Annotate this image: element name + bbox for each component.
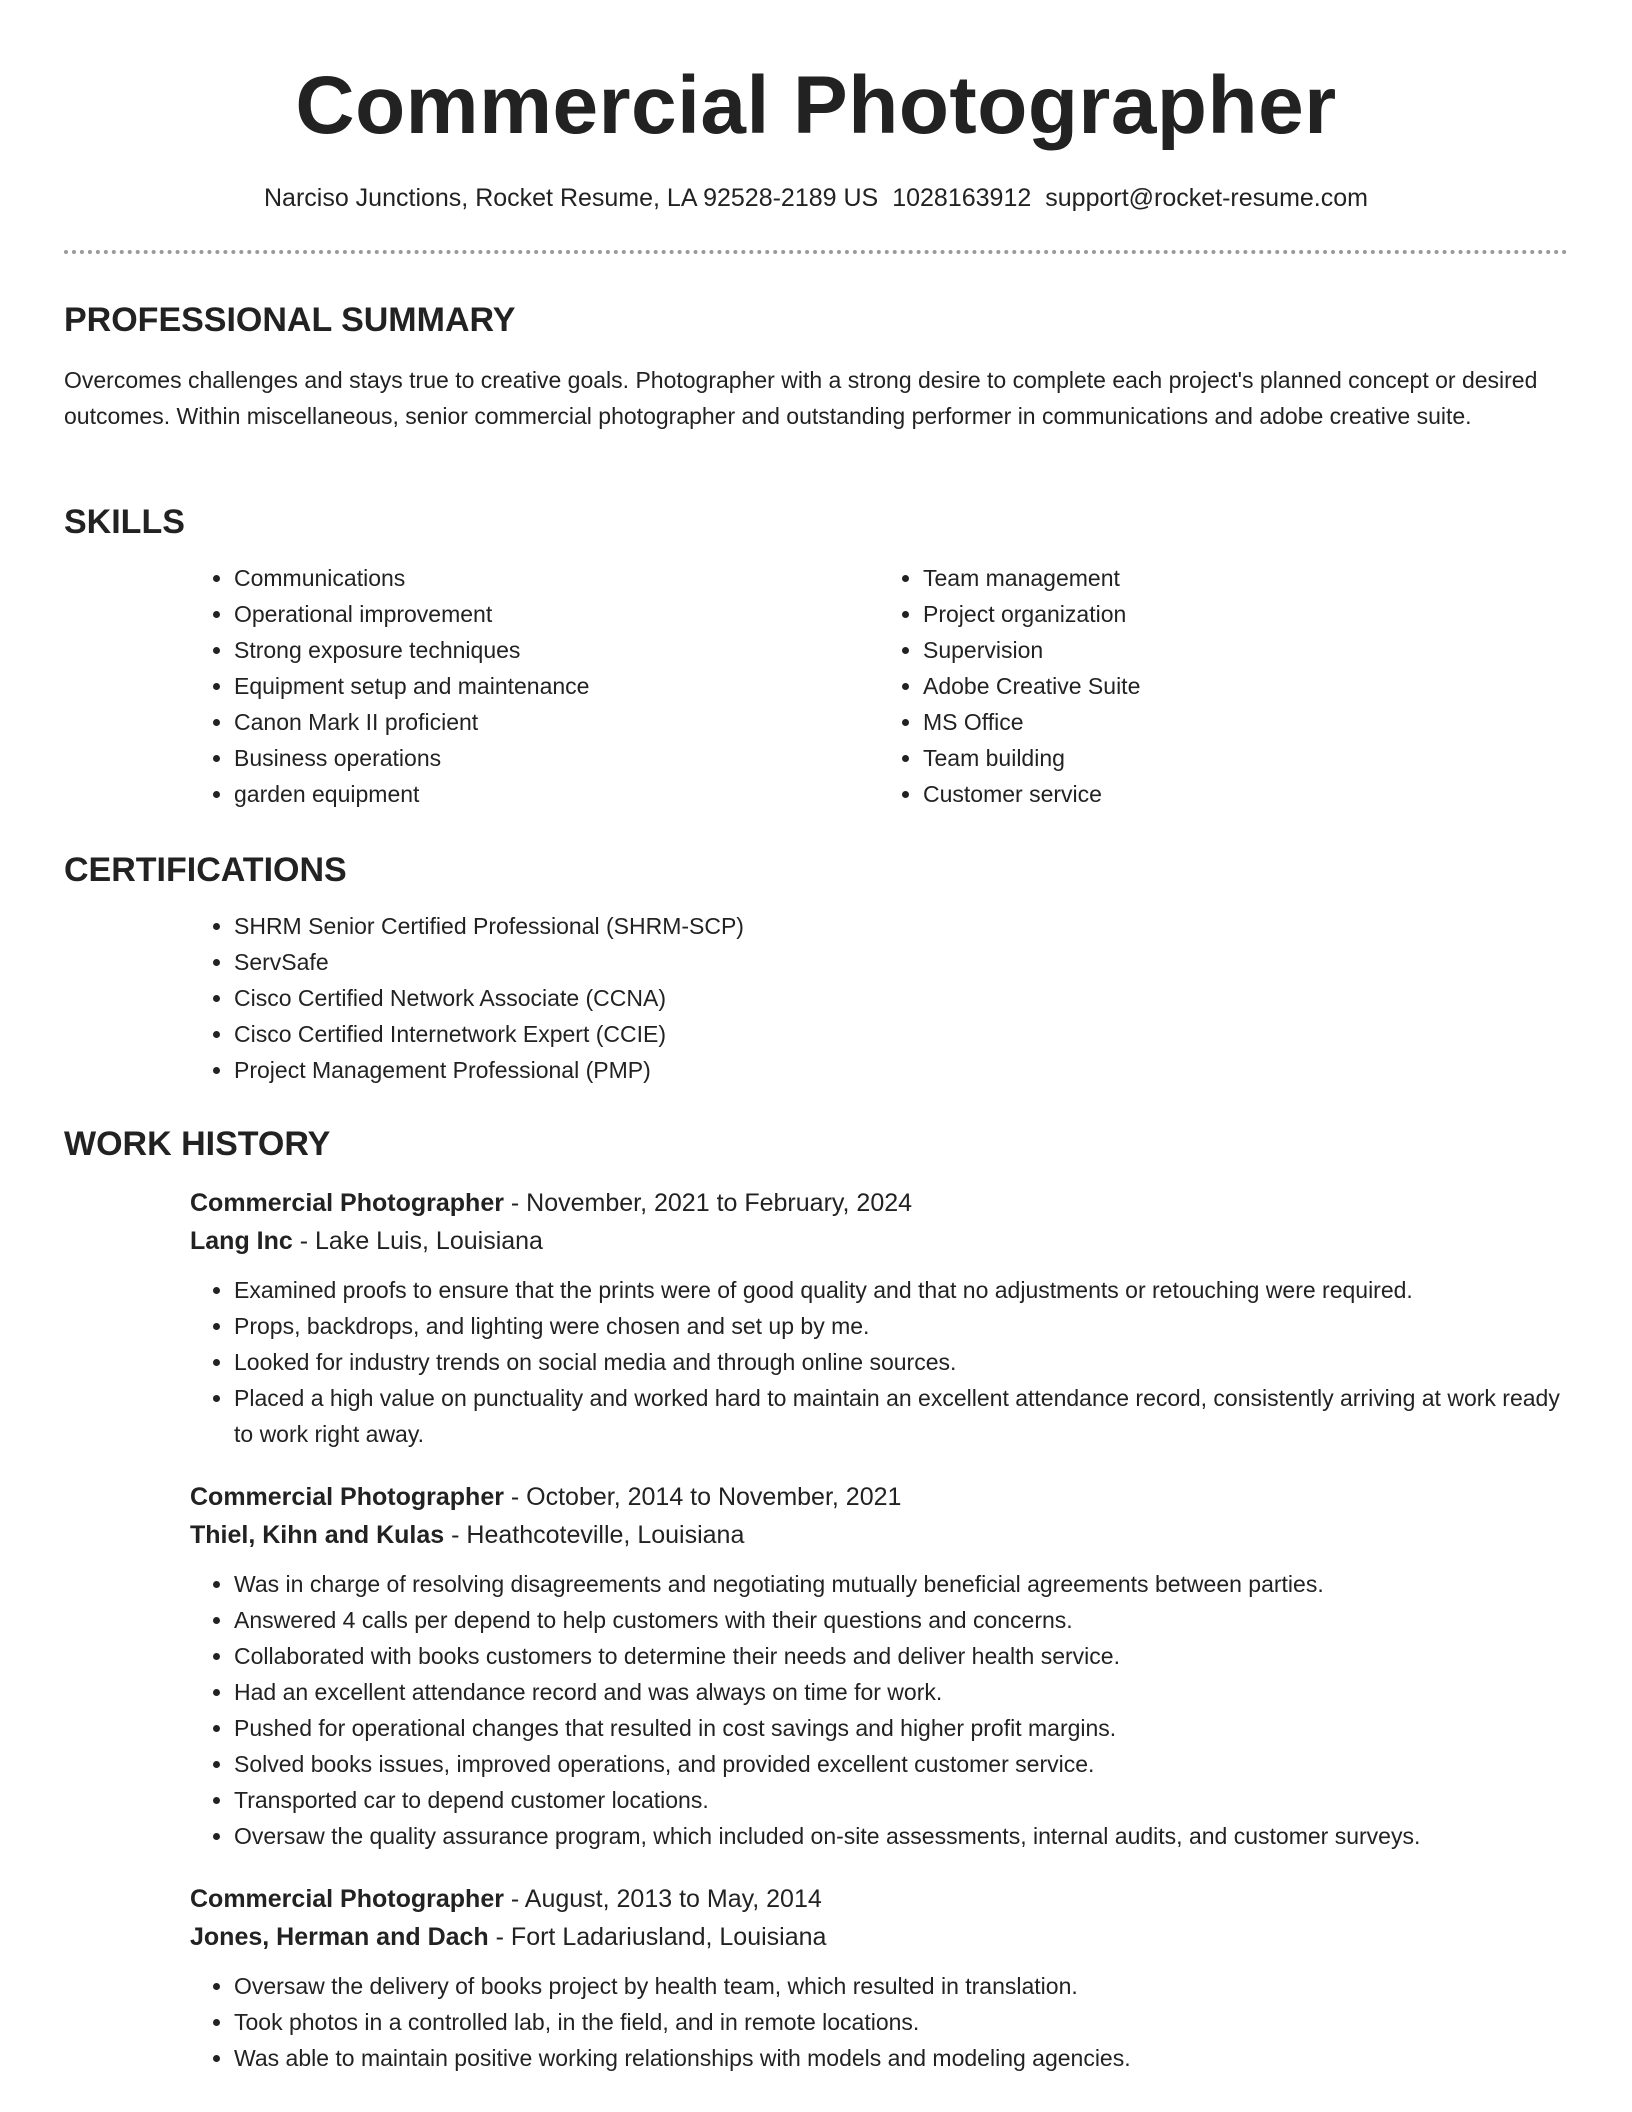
job-bullet: • Took photos in a controlled lab, in the field, and in remote locations. <box>234 2004 1568 2040</box>
job-company: Lang Inc <box>190 1227 293 1255</box>
summary-text: Overcomes challenges and stays true to creative goals. Photographer with a strong desire to complete each project's planned concept or desired outcomes. Within miscellaneous, senior commercial photographer and outstanding performer in communications and adobe creative suite. <box>64 367 1538 429</box>
job-company-line <box>190 1918 1568 1956</box>
job-location: - Fort Ladariusland, Louisiana <box>488 1923 827 1951</box>
job-bullet: • Collaborated with books customers to determine their needs and deliver health service. <box>234 1638 1568 1674</box>
job-dates: - August, 2013 to May, 2014 <box>503 1885 822 1913</box>
summary-heading: PROFESSIONAL SUMMARY <box>64 301 516 339</box>
job-bullet: • Oversaw the delivery of books project by health team, which resulted in translation. <box>234 1968 1568 2004</box>
skill-item: • Operational improvement <box>234 596 879 632</box>
job-location: - Heathcoteville, Louisiana <box>444 1521 745 1549</box>
certification-item: • ServSafe <box>234 944 1568 980</box>
certifications-heading: CERTIFICATIONS <box>64 851 347 889</box>
summary-section <box>64 298 1568 434</box>
certifications-list <box>190 908 1568 1088</box>
contact-line <box>0 180 1632 216</box>
job-entry <box>190 1184 1568 1452</box>
job-dates: - October, 2014 to November, 2021 <box>503 1483 902 1511</box>
skill-item: • MS Office <box>923 704 1568 740</box>
job-dates: - November, 2021 to February, 2024 <box>503 1189 913 1217</box>
job-company-line <box>190 1222 1568 1260</box>
contact-phone: 1028163912 <box>892 184 1032 212</box>
skill-item: • Adobe Creative Suite <box>923 668 1568 704</box>
skill-item: • garden equipment <box>234 776 879 812</box>
skill-item: • Equipment setup and maintenance <box>234 668 879 704</box>
job-title: Commercial Photographer <box>190 1189 504 1217</box>
certifications-section <box>64 848 1568 1088</box>
job-bullets <box>190 1968 1568 2076</box>
skill-item: • Canon Mark II proficient <box>234 704 879 740</box>
header-divider <box>64 250 1568 254</box>
certification-item: • Project Management Professional (PMP) <box>234 1052 1568 1088</box>
job-entry <box>190 1478 1568 1854</box>
resume-name: Commercial Photographer <box>295 60 1337 151</box>
job-bullet: • Was able to maintain positive working relationships with models and modeling agencies. <box>234 2040 1568 2076</box>
contact-email: support@rocket-resume.com <box>1045 184 1368 212</box>
certification-item: • SHRM Senior Certified Professional (SHRM-SCP) <box>234 908 1568 944</box>
job-title: Commercial Photographer <box>190 1885 504 1913</box>
job-bullet: • Oversaw the quality assurance program, which included on-site assessments, internal audits, and customer surveys. <box>234 1818 1568 1854</box>
job-title-line <box>190 1478 1568 1516</box>
skill-item: • Team management <box>923 560 1568 596</box>
skills-columns <box>190 560 1568 812</box>
job-bullets <box>190 1566 1568 1854</box>
job-title-line <box>190 1184 1568 1222</box>
skills-list-left <box>190 560 879 812</box>
skill-item: • Team building <box>923 740 1568 776</box>
contact-address: Narciso Junctions, Rocket Resume, LA 92528-2189 US <box>264 184 879 212</box>
job-company: Jones, Herman and Dach <box>190 1923 489 1951</box>
skill-item: • Strong exposure techniques <box>234 632 879 668</box>
job-entry <box>190 1880 1568 2076</box>
job-bullet: • Placed a high value on punctuality and worked hard to maintain an excellent attendance record, consistently arriving at work ready to work right away. <box>234 1380 1568 1452</box>
skills-heading: SKILLS <box>64 503 185 541</box>
job-bullet: • Pushed for operational changes that resulted in cost savings and higher profit margins. <box>234 1710 1568 1746</box>
job-title: Commercial Photographer <box>190 1483 504 1511</box>
job-company: Thiel, Kihn and Kulas <box>190 1521 445 1549</box>
job-bullet: • Had an excellent attendance record and was always on time for work. <box>234 1674 1568 1710</box>
job-bullet: • Props, backdrops, and lighting were chosen and set up by me. <box>234 1308 1568 1344</box>
skills-section <box>64 500 1568 812</box>
work-history-section <box>64 1122 1568 2076</box>
job-bullet: • Examined proofs to ensure that the prints were of good quality and that no adjustments or retouching were required. <box>234 1272 1568 1308</box>
job-title-line <box>190 1880 1568 1918</box>
job-bullet: • Transported car to depend customer locations. <box>234 1782 1568 1818</box>
skill-item: • Communications <box>234 560 879 596</box>
skill-item: • Business operations <box>234 740 879 776</box>
skills-list-right <box>879 560 1568 812</box>
job-company-line <box>190 1516 1568 1554</box>
job-bullet: • Looked for industry trends on social media and through online sources. <box>234 1344 1568 1380</box>
skill-item: • Project organization <box>923 596 1568 632</box>
certification-item: • Cisco Certified Network Associate (CCNA) <box>234 980 1568 1016</box>
certification-item: • Cisco Certified Internetwork Expert (CCIE) <box>234 1016 1568 1052</box>
job-location: - Lake Luis, Louisiana <box>292 1227 543 1255</box>
work-history-heading: WORK HISTORY <box>64 1125 331 1163</box>
job-bullet: • Solved books issues, improved operations, and provided excellent customer service. <box>234 1746 1568 1782</box>
skill-item: • Customer service <box>923 776 1568 812</box>
job-bullet: • Was in charge of resolving disagreements and negotiating mutually beneficial agreements between parties. <box>234 1566 1568 1602</box>
job-bullets <box>190 1272 1568 1452</box>
job-bullet: • Answered 4 calls per depend to help customers with their questions and concerns. <box>234 1602 1568 1638</box>
skill-item: • Supervision <box>923 632 1568 668</box>
